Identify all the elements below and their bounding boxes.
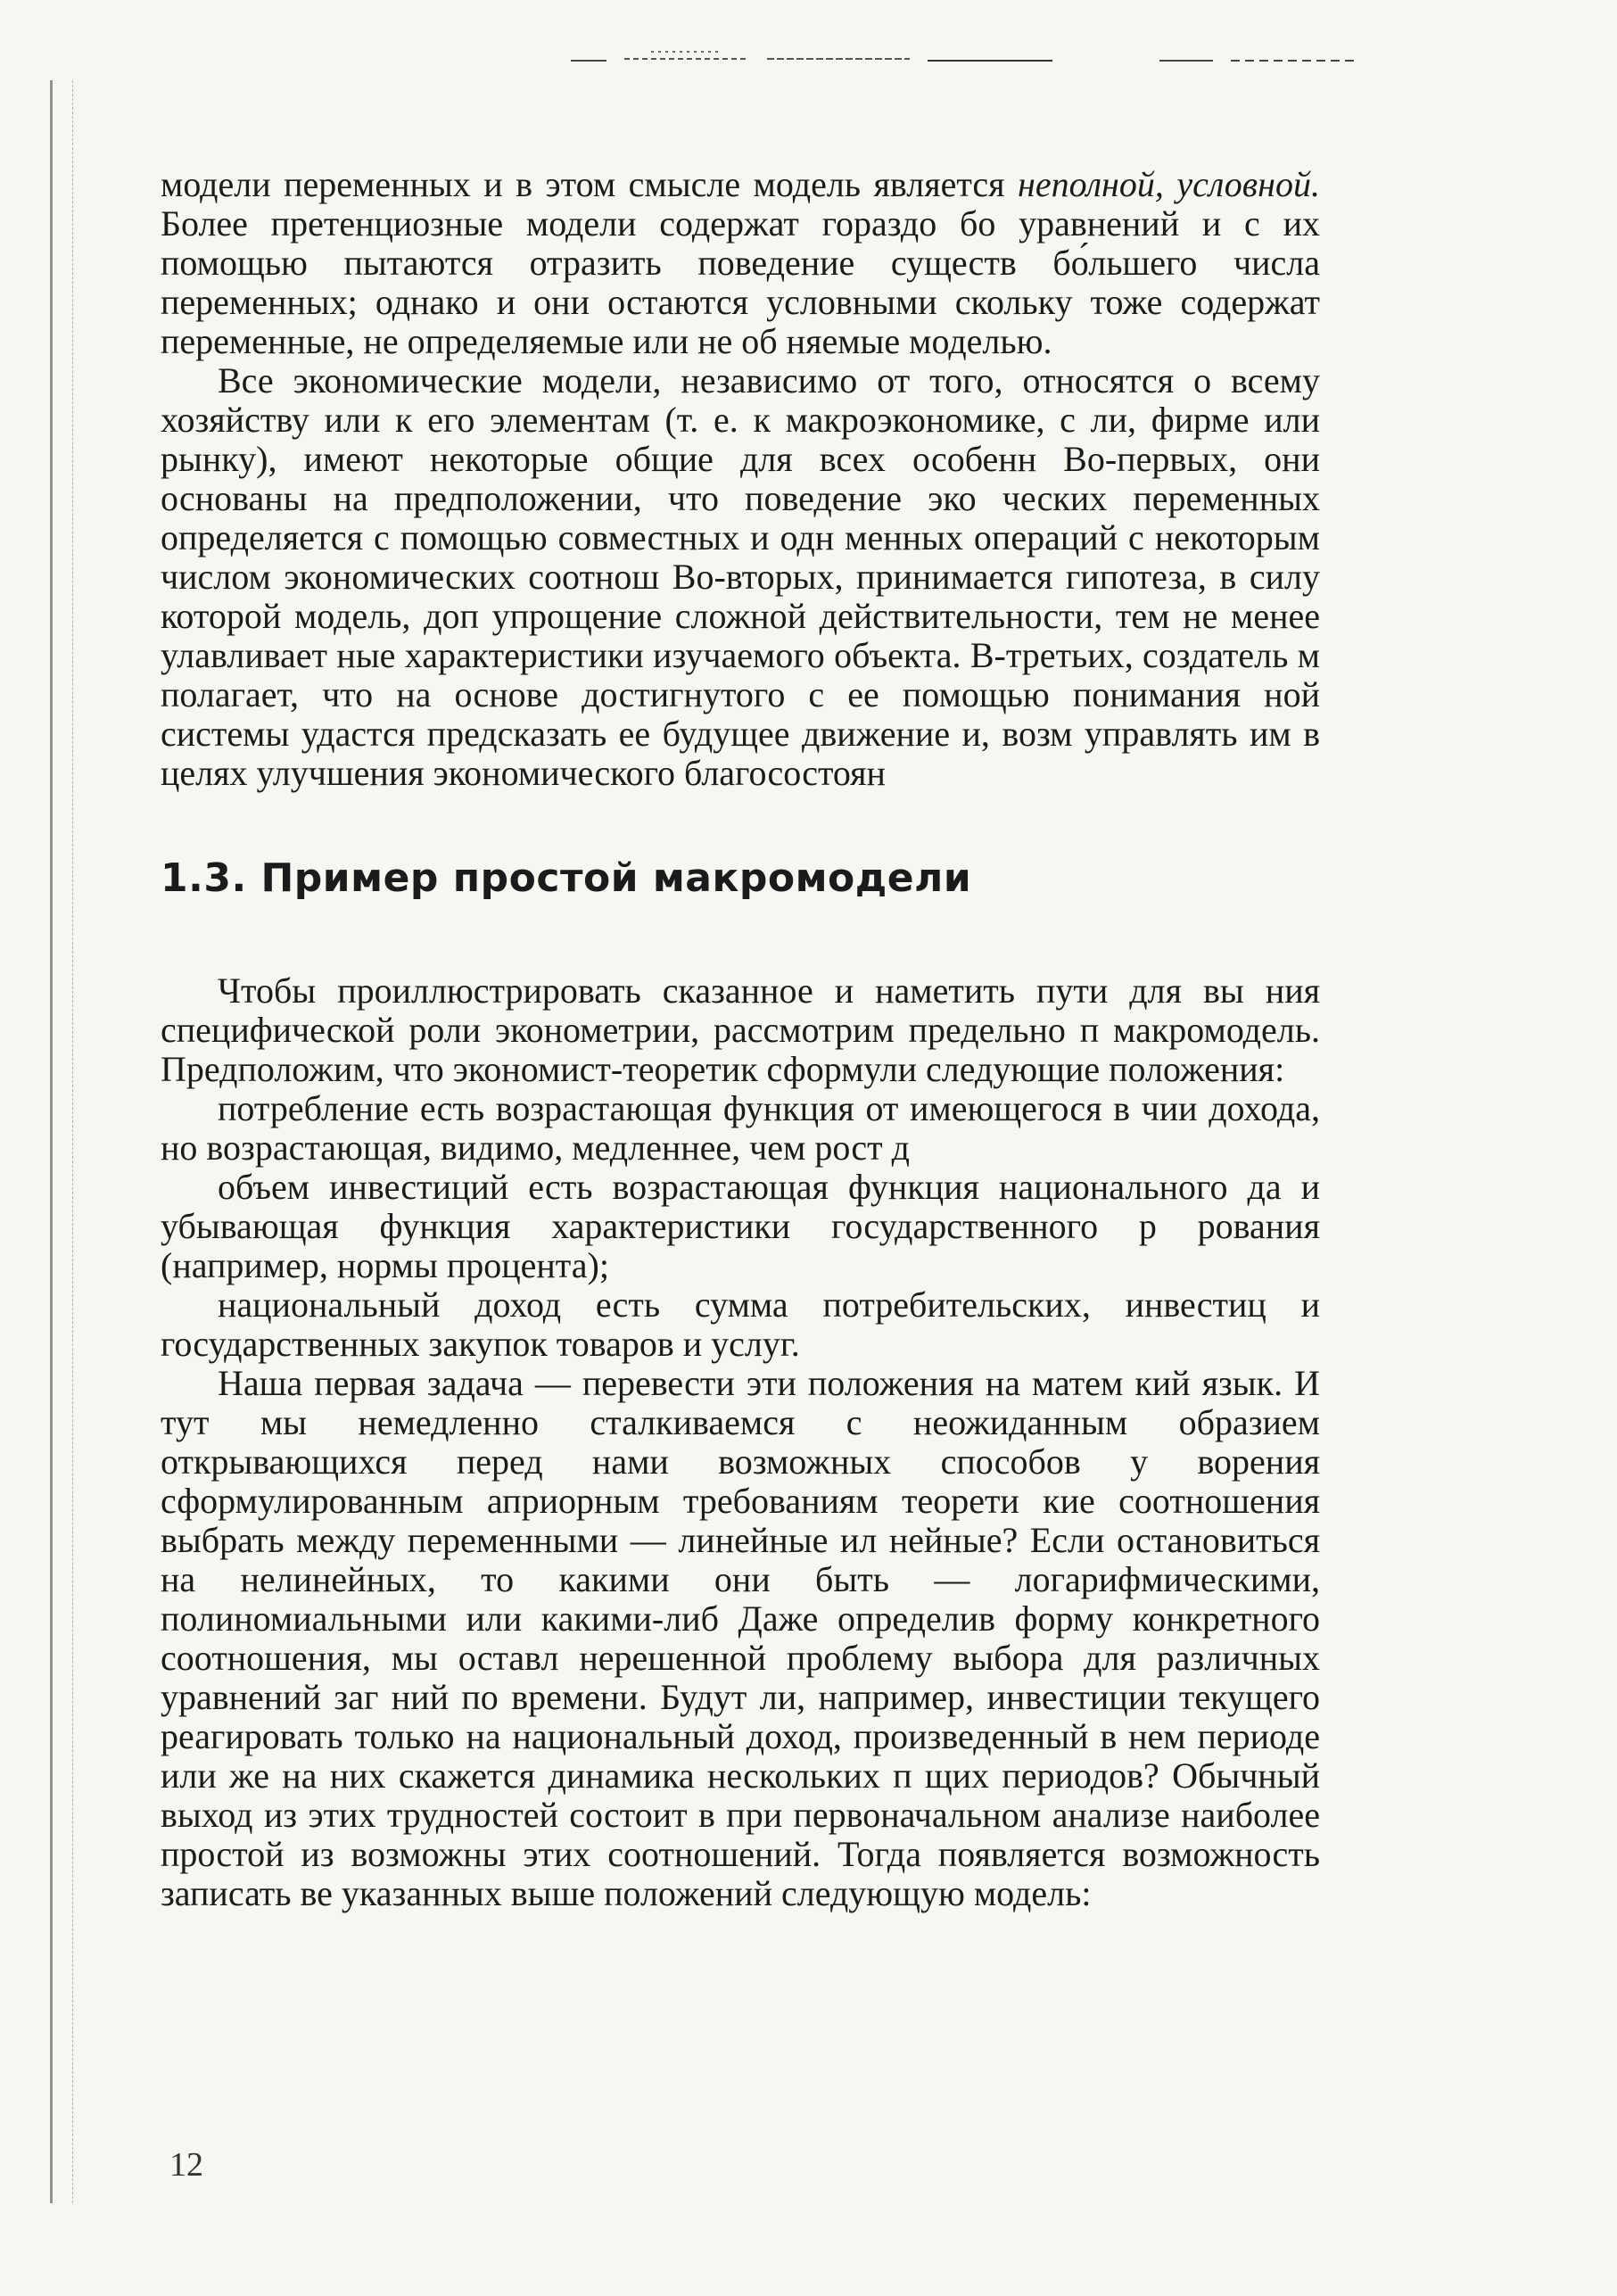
paragraph-example-intro: Чтобы проиллюстрировать сказанное и наметить пути для вы ния специфической роли эконометрии, рассмотрим предельно п макромодель. Предположим, что экономист-теоретик сформули следующие положения: <box>161 970 1320 1089</box>
section-heading: 1.3. Пример простой макромодели <box>161 855 972 901</box>
paragraph-features: Все экономические модели, независимо от того, относятся о всему хозяйству или к его элементам (т. е. к макроэкономике, с ли, фирме или рынку), имеют некоторые общие для всех особенн Во-первых, они основаны на предположении, что поведение эко ческих переменных определяется с помощью совместных и одн менных операций с некоторым числом экономических соотнош Во-вторых, принимается гипотеза, в силу которой модель, доп упрощение сложной действительности, тем не менее улавливает ные характеристики изучаемого объекта. В-третьих, создатель м полагает, что на основе достигнутого с ее помощью понимания ной системы удастся предсказать ее будущее движение и, возм управлять им в целях улучшения экономического благосостоян <box>161 360 1320 793</box>
page-body <box>161 165 1320 1913</box>
list-item-consumption: потребление есть возрастающая функция от имеющегося в чии дохода, но возрастающая, видимо, медленнее, чем рост д <box>161 1088 1320 1168</box>
paragraph-intro: модели переменных и в этом смысле модель является неполной, условной. Более претенциозные модели содержат гораздо бо уравнений и с их помощью пытаются отразить поведение существ бо́льшего числа переменных; однако и они остаются условными скольку тоже содержат переменные, не определяемые или не об няемые моделью. <box>161 164 1320 361</box>
scan-header-artifact <box>571 36 1356 71</box>
list-item-national-income: национальный доход есть сумма потребительских, инвестиц и государственных закупок товаров и услуг. <box>161 1284 1320 1364</box>
paragraph-task: Наша первая задача — перевести эти положения на матем кий язык. И тут мы немедленно сталкиваемся с неожиданным образием открывающихся перед нами возможных способов у ворения сформулированным априорным требованиям теорети кие соотношения выбрать между переменными — линейные ил нейные? Если остановиться на нелинейных, то какими они быть — логарифмическими, полиномиальными или какими-либ Даже определив форму конкретного соотношения, мы оставл нерешенной проблему выбора для различных уравнений заг ний по времени. Будут ли, например, инвестиции текущего реагировать только на национальный доход, произведенный в нем периоде или же на них скажется динамика нескольких п щих периодов? Обычный выход из этих трудностей состоит в при первоначальном анализе наиболее простой из возможны этих соотношений. Тогда появляется возможность записать ве указанных выше положений следующую модель: <box>161 1363 1320 1913</box>
scan-binding-edge <box>50 80 73 2203</box>
italic-terms: неполной, условной. <box>1017 164 1320 204</box>
list-item-investment: объем инвестиций есть возрастающая функция национального да и убывающая функция характеристики государственного р рования (например, нормы процента); <box>161 1167 1320 1285</box>
page-number: 12 <box>169 2146 203 2184</box>
